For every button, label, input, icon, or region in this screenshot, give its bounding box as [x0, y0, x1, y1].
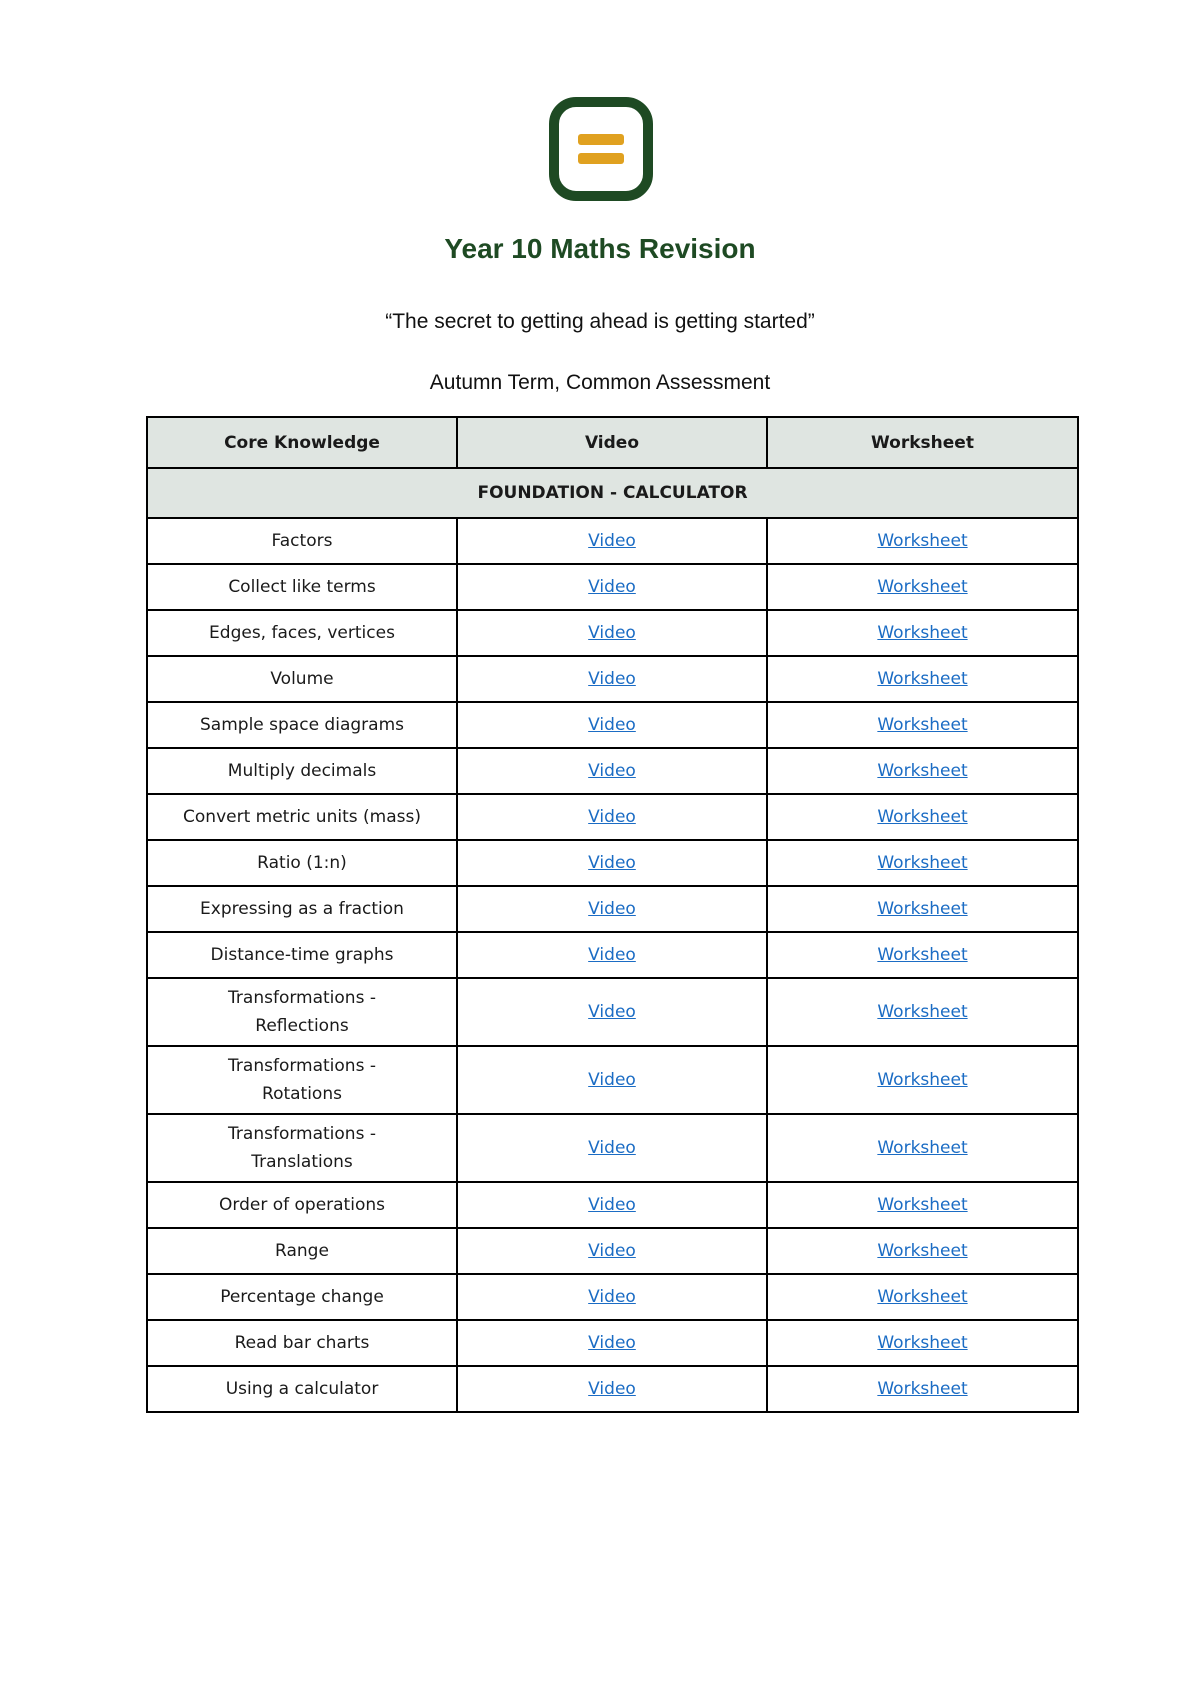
video-link[interactable]: Video [588, 623, 636, 643]
topic-cell [147, 1182, 457, 1228]
table-row [147, 1228, 1078, 1274]
topic-cell [147, 1228, 457, 1274]
topic-label: Volume [270, 669, 334, 689]
worksheet-link[interactable]: Worksheet [877, 1379, 968, 1399]
table-row [147, 518, 1078, 564]
video-link[interactable]: Video [588, 761, 636, 781]
video-cell [457, 1366, 767, 1412]
video-link[interactable]: Video [588, 715, 636, 735]
video-cell [457, 748, 767, 794]
table-row [147, 610, 1078, 656]
topic-label: Transformations - [228, 1056, 376, 1076]
topic-label: Read bar charts [234, 1333, 370, 1353]
table-row [147, 978, 1078, 1046]
video-cell [457, 518, 767, 564]
worksheet-cell [767, 932, 1078, 978]
video-link[interactable]: Video [588, 1333, 636, 1353]
header-video: Video [457, 417, 767, 468]
video-link[interactable]: Video [588, 531, 636, 551]
topic-cell [147, 978, 457, 1046]
worksheet-link[interactable]: Worksheet [877, 577, 968, 597]
table-row [147, 886, 1078, 932]
topic-cell [147, 1114, 457, 1182]
video-cell [457, 932, 767, 978]
video-link[interactable]: Video [588, 1287, 636, 1307]
table-row [147, 794, 1078, 840]
worksheet-cell [767, 1228, 1078, 1274]
worksheet-link[interactable]: Worksheet [877, 623, 968, 643]
topic-cell [147, 748, 457, 794]
worksheet-cell [767, 656, 1078, 702]
topic-cell [147, 1320, 457, 1366]
section-title: FOUNDATION - CALCULATOR [147, 468, 1078, 518]
worksheet-link[interactable]: Worksheet [877, 853, 968, 873]
video-link[interactable]: Video [588, 1070, 636, 1090]
table-header-row [147, 417, 1078, 468]
table-row [147, 1114, 1078, 1182]
topic-cell [147, 840, 457, 886]
topic-label: Edges, faces, vertices [209, 623, 395, 643]
worksheet-link[interactable]: Worksheet [877, 715, 968, 735]
video-cell [457, 978, 767, 1046]
topic-cell [147, 886, 457, 932]
worksheet-link[interactable]: Worksheet [877, 1002, 968, 1022]
worksheet-link[interactable]: Worksheet [877, 945, 968, 965]
worksheet-cell [767, 840, 1078, 886]
worksheet-link[interactable]: Worksheet [877, 807, 968, 827]
worksheet-cell [767, 1114, 1078, 1182]
topic-label: Multiply decimals [227, 761, 377, 781]
video-cell [457, 1114, 767, 1182]
video-cell [457, 1182, 767, 1228]
video-cell [457, 656, 767, 702]
table-row [147, 564, 1078, 610]
equals-sign-logo-icon [549, 97, 653, 201]
worksheet-cell [767, 748, 1078, 794]
worksheet-cell [767, 1320, 1078, 1366]
topic-cell [147, 610, 457, 656]
topic-label: Factors [271, 531, 333, 551]
video-link[interactable]: Video [588, 807, 636, 827]
worksheet-link[interactable]: Worksheet [877, 1333, 968, 1353]
worksheet-cell [767, 702, 1078, 748]
video-link[interactable]: Video [588, 1002, 636, 1022]
topic-label: Range [275, 1241, 329, 1261]
table-row [147, 840, 1078, 886]
worksheet-cell [767, 564, 1078, 610]
topic-label: Translations [251, 1152, 353, 1172]
header-worksheet: Worksheet [767, 417, 1078, 468]
table-row [147, 1046, 1078, 1114]
table-row [147, 1274, 1078, 1320]
topic-cell [147, 1046, 457, 1114]
worksheet-cell [767, 518, 1078, 564]
video-link[interactable]: Video [588, 669, 636, 689]
video-cell [457, 840, 767, 886]
topic-label: Percentage change [220, 1287, 384, 1307]
worksheet-link[interactable]: Worksheet [877, 1070, 968, 1090]
video-link[interactable]: Video [588, 577, 636, 597]
video-cell [457, 1320, 767, 1366]
topic-cell [147, 518, 457, 564]
worksheet-link[interactable]: Worksheet [877, 899, 968, 919]
video-link[interactable]: Video [588, 1195, 636, 1215]
section-row [147, 468, 1078, 518]
page-title: Year 10 Maths Revision [444, 233, 756, 264]
worksheet-link[interactable]: Worksheet [877, 531, 968, 551]
worksheet-cell [767, 1274, 1078, 1320]
revision-table [146, 416, 1079, 1413]
worksheet-cell [767, 1182, 1078, 1228]
video-link[interactable]: Video [588, 1379, 636, 1399]
worksheet-link[interactable]: Worksheet [877, 1138, 968, 1158]
worksheet-link[interactable]: Worksheet [877, 1195, 968, 1215]
worksheet-cell [767, 610, 1078, 656]
topic-label: Expressing as a fraction [200, 899, 404, 919]
table-row [147, 748, 1078, 794]
worksheet-cell [767, 794, 1078, 840]
topic-label: Using a calculator [225, 1379, 379, 1399]
worksheet-cell [767, 1046, 1078, 1114]
topic-cell [147, 702, 457, 748]
video-link[interactable]: Video [588, 853, 636, 873]
topic-cell [147, 1366, 457, 1412]
video-cell [457, 794, 767, 840]
topic-cell [147, 932, 457, 978]
video-cell [457, 1228, 767, 1274]
table-row [147, 1366, 1078, 1412]
worksheet-cell [767, 1366, 1078, 1412]
topic-label: Distance-time graphs [210, 945, 394, 965]
table-row [147, 1182, 1078, 1228]
worksheet-link[interactable]: Worksheet [877, 669, 968, 689]
table-row [147, 1320, 1078, 1366]
video-link[interactable]: Video [588, 899, 636, 919]
video-link[interactable]: Video [588, 945, 636, 965]
table-row [147, 702, 1078, 748]
topic-label: Order of operations [219, 1195, 385, 1215]
topic-cell [147, 1274, 457, 1320]
topic-label: Sample space diagrams [200, 715, 404, 735]
topic-label: Rotations [262, 1084, 342, 1104]
video-cell [457, 886, 767, 932]
topic-cell [147, 564, 457, 610]
topic-label: Reflections [255, 1016, 349, 1036]
video-cell [457, 1274, 767, 1320]
table-row [147, 932, 1078, 978]
video-cell [457, 702, 767, 748]
topic-label: Ratio (1:n) [257, 853, 347, 873]
worksheet-link[interactable]: Worksheet [877, 1287, 968, 1307]
topic-label: Convert metric units (mass) [183, 807, 421, 827]
worksheet-cell [767, 978, 1078, 1046]
page-subtitle: Autumn Term, Common Assessment [429, 371, 771, 394]
table-row [147, 656, 1078, 702]
video-cell [457, 1046, 767, 1114]
quote-text: “The secret to getting ahead is getting started” [385, 310, 815, 333]
video-link[interactable]: Video [588, 1138, 636, 1158]
topic-label: Transformations - [228, 1124, 376, 1144]
worksheet-link[interactable]: Worksheet [877, 761, 968, 781]
video-cell [457, 564, 767, 610]
topic-label: Transformations - [228, 988, 376, 1008]
worksheet-link[interactable]: Worksheet [877, 1241, 968, 1261]
video-link[interactable]: Video [588, 1241, 636, 1261]
topic-cell [147, 656, 457, 702]
header-core-knowledge: Core Knowledge [147, 417, 457, 468]
worksheet-cell [767, 886, 1078, 932]
topic-label: Collect like terms [228, 577, 376, 597]
video-cell [457, 610, 767, 656]
topic-cell [147, 794, 457, 840]
